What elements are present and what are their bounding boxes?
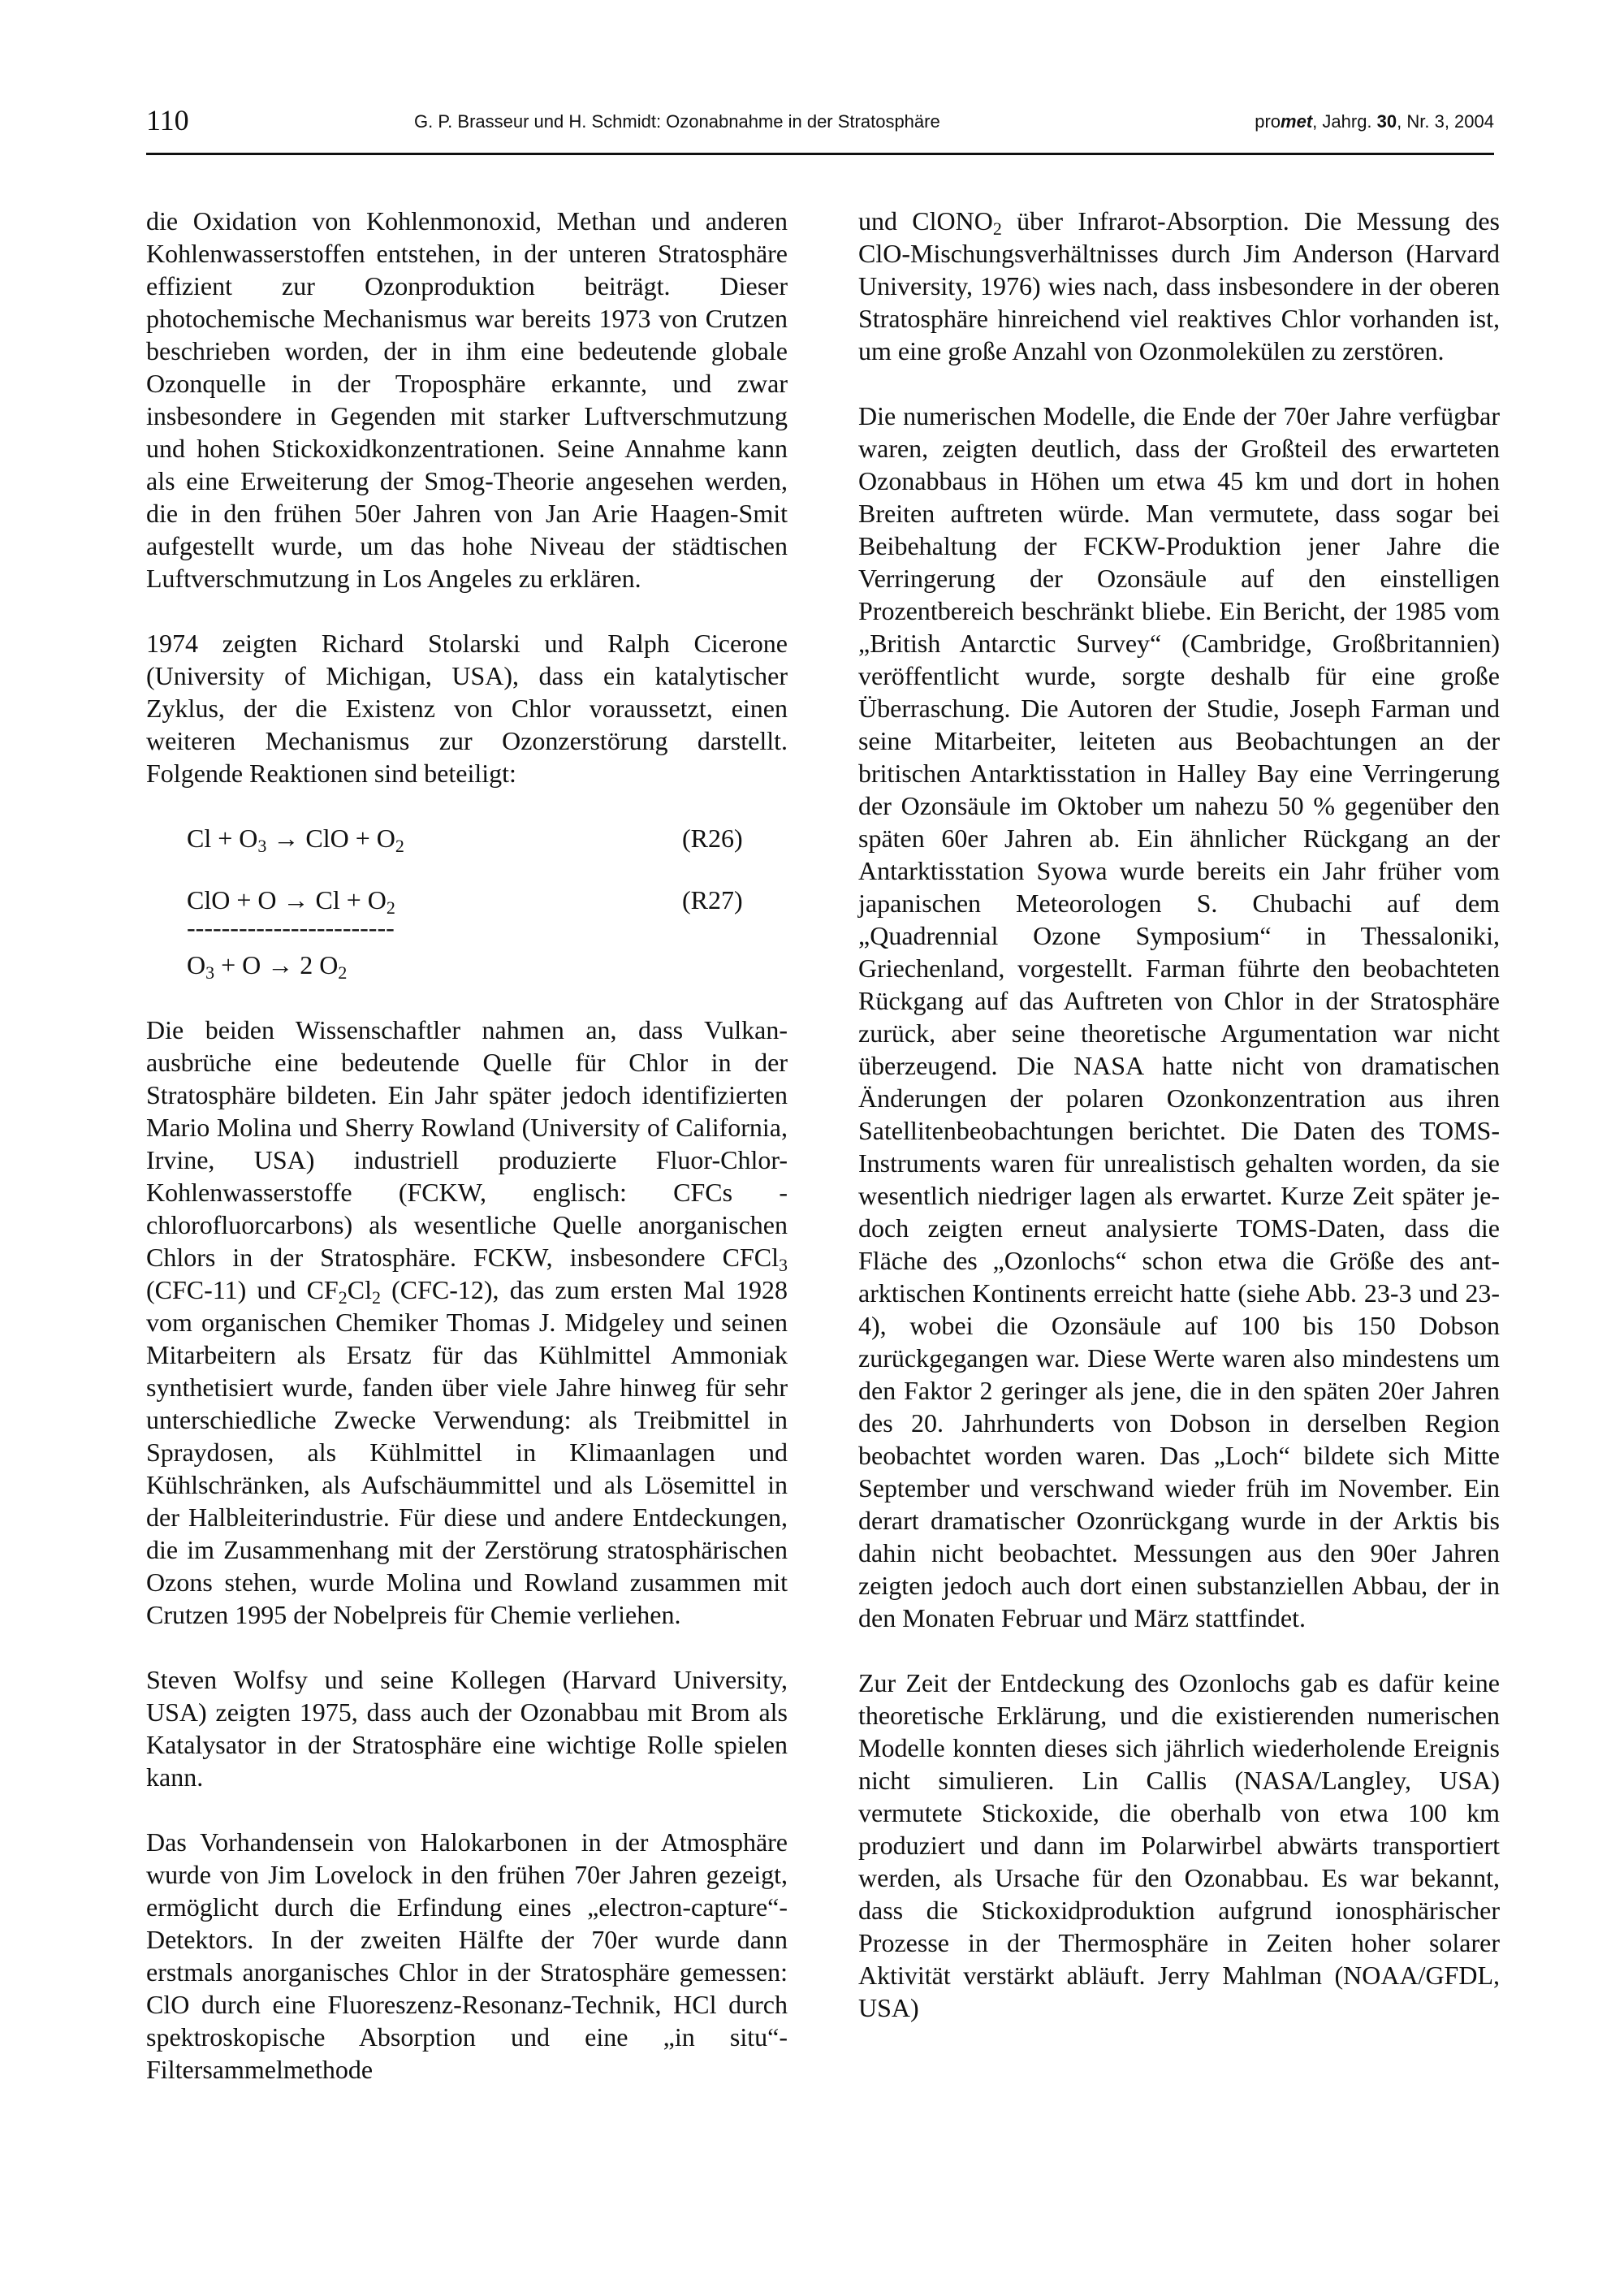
left-column	[146, 205, 788, 2086]
reaction-label-r26: (R26)	[682, 824, 743, 853]
journal-info	[1255, 110, 1494, 133]
journal-volume: 30	[1376, 111, 1397, 132]
left-paragraph-4: Steven Wolfsy und seine Kollegen (Harvard University, USA) zeigten 1975, dass auch der Ozonabbau mit Brom als Katalysator in der Stratosphäre eine wichtige Rolle spielen kann.	[146, 1665, 788, 1792]
running-title: G. P. Brasseur und H. Schmidt: Ozonabnahme in der Stratosphäre	[414, 111, 940, 132]
right-paragraph-1: und ClONO$_2$ über Infrarot-Absorption. Die Messung des ClO-Mischungsverhältnisses durch Jim Anderson (Harvard University, 1976) wies nach, dass insbesondere in der oberen Stratosphäre hinreichend viel reaktives Chlor vorhanden ist, um eine große Anzahl von Ozonmolekülen zu zerstören.	[858, 206, 1500, 365]
header-rule	[146, 153, 1494, 155]
right-paragraph-3: Zur Zeit der Entdeckung des Ozonlochs gab es dafür keine theoretische Erklärung, und die existierenden numerischen Modelle konnten dieses sich jährlich wiederholende Ereignis nicht simulieren. Lin Callis (NASA/Langley, USA) vermutete Stickoxide, die oberhalb von etwa 100 km produziert und dann im Polarwirbel abwärts transportiert werden, als Ursache für den Ozonabbau. Es war bekannt, dass die Stickoxidproduktion aufgrund ionosphärischer Prozesse in der Thermosphäre in Zeiten hoher solarer Aktivität verstärkt abläuft. Jerry Mahlman (NOAA/GFDL, USA)	[858, 1668, 1500, 2022]
journal-emph: met	[1281, 111, 1313, 132]
right-column	[858, 205, 1500, 2024]
reaction-block	[146, 822, 788, 981]
reaction-r26: $Cl + O_3$ → ClO + $O_2$ (R26)	[187, 824, 743, 856]
reaction-separator: ------------------------	[187, 913, 395, 942]
left-paragraph-1: die Oxidation von Kohlenmonoxid, Methan und anderen Kohlenwasserstoffen entstehen, in der unteren Stratosphäre effizient zur Ozonproduktion beiträgt. Dieser photochemische Mechanismus war bereits 1973 von Crutzen beschrieben worden, der in ihm eine bedeutende globale Ozonquelle in der Troposphäre erkannte, und zwar insbesondere in Gegenden mit starker Luftverschmutzung und hohen Stickoxidkonzentrationen. Seine Annahme kann als eine Erweiterung der Smog-Theorie angesehen werden, die in den frühen 50er Jahren von Jan Arie Haagen-Smit aufgestellt wurde, um das hohe Niveau der städtischen Luftverschmutzung in Los Angeles zu erklären.	[146, 206, 788, 593]
left-paragraph-2: 1974 zeigten Richard Stolarski und Ralph Cicerone (University of Michigan, USA), dass ein katalytischer Zyklus, der die Existenz von Chlor voraussetzt, einen weiteren Mechanismus zur Ozonzerstörung darstellt. Folgende Reaktionen sind beteiligt:	[146, 629, 788, 788]
right-paragraph-2: Die numerischen Modelle, die Ende der 70er Jahre verfügbar waren, zeigten deutlich, dass der Großteil des erwarteten Ozonabbaus in Höhen um etwa 45 km und dort in hohen Breiten auftreten würde. Man vermutete, dass sogar bei Beibehaltung der FCKW-Produktion jener Jahre die Verringerung der Ozonsäule auf den einstelligen Prozentbereich beschränkt bliebe. Ein Bericht, der 1985 vom „British Antarctic Survey“ (Cambridge, Großbritannien) veröffentlicht wurde, sorgte deshalb für eine große Überraschung. Die Autoren der Studie, Joseph Farman und seine Mitarbeiter, leiteten aus Beobachtungen an der britischen Antarktisstation in Halley Bay eine Verringerung der Ozonsäule im Oktober um nahezu 50 % gegenüber den späten 60er Jahren ab. Ein ähnlicher Rückgang an der Antarktisstation Syowa wurde bereits ein Jahr früher vom japanischen Meteorologen S. Chubachi auf dem „Quadrennial Ozone Symposium“ in Thessaloniki, Griechenland, vorgestellt. Farman führte den beobachteten Rückgang auf das Auftreten von Chlor in der Stratosphäre zurück, aber seine theoretische Argumentation war nicht überzeugend. Die NASA hatte nicht von dramatischen Änderungen der polaren Ozonkonzentration aus ihren Satellitenbeobachtungen berichtet. Die Daten des TOMS-Instruments waren für unrealistisch gehalten worden, da sie wesentlich niedriger lagen als erwartet. Kurze Zeit später jedoch zeigten erneut analysierte TOMS-Daten, dass die Fläche des „Ozonlochs“ schon etwa die Größe des antarktischen Kontinents erreicht hatte (siehe Abb. 23-3 und 23-4), wobei die Ozonsäule auf 100 bis 150 Dobson zurückgegangen war. Diese Werte waren also mindestens um den Faktor 2 geringer als jene, die in den späten 20er Jahren des 20. Jahrhunderts von Dobson in derselben Region beobachtet worden waren. Das „Loch“ bildete sich Mitte September und verschwand wieder früh im November. Ein derart dramatischer Ozonrückgang wurde in der Arktis bis dahin nicht beobachtet. Messungen aus den 90er Jahren zeigten jedoch auch dort einen substanziellen Abbau, der in den Monaten Februar und März stattfindet.	[858, 401, 1500, 1632]
arrow-icon: →	[273, 824, 300, 853]
reaction-label-r27: (R27)	[682, 885, 743, 915]
reaction-r27: ClO + $O \to Cl + O_2$ (R27)	[187, 885, 743, 918]
left-paragraph-5: Das Vorhandensein von Halokarbonen in der Atmosphäre wurde von Jim Lovelock in den frühen 70er Jahren gezeigt, ermöglicht durch die Erfindung eines „electron-capture“-Detektors. In der zweiten Hälfte der 70er wurde dann erstmals anorganisches Chlor in der Stratosphäre gemessen: ClO durch eine Fluoreszenz-Resonanz-Technik, HCl durch spektroskopische Absorption und eine „in situ“-Filtersammelmethode	[146, 1827, 788, 2084]
left-paragraph-3: Die beiden Wissenschaftler nahmen an, dass Vulkanausbrüche eine bedeutende Quelle für Chlor in der Stratosphäre bildeten. Ein Jahr später jedoch identifizierten Mario Molina und Sherry Rowland (University of California, Irvine, USA) industriell produzierte Fluor-Chlor-Kohlenwasserstoffe (FCKW, englisch: CFCs - chlorofluorcarbons) als wesentliche Quelle anorganischen Chlors in der Stratosphäre. FCKW, insbesondere CFCl$_3$ (CFC-11) und $CF_2Cl_2$ (CFC-12), das zum ersten Mal 1928 vom organischen Chemiker Thomas J. Midgeley und seinen Mitarbeitern als Ersatz für das Kühlmittel Ammoniak synthetisiert wurde, fanden über viele Jahre hinweg für sehr unterschiedliche Zwecke Verwendung: als Treibmittel in Spraydosen, als Kühlmittel in Klimaanlagen und Kühlschränken, als Aufschäummittel und als Lösemittel in der Halbleiterindustrie. Für diese und andere Entdeckungen, die im Zusammenhang mit der Zerstörung stratosphärischen Ozons stehen, wurde Molina und Rowland zusammen mit Crutzen 1995 der Nobelpreis für Chemie verliehen.	[146, 1015, 788, 1629]
page-number: 110	[146, 104, 189, 136]
reaction-net: $O_3 + O \to 2$ $O_2$	[187, 950, 348, 983]
arrow-icon: →	[267, 950, 294, 979]
journal-mid: , Jahrg.	[1312, 111, 1377, 132]
journal-suffix: , Nr. 3, 2004	[1397, 111, 1494, 132]
journal-prefix: pro	[1255, 111, 1281, 132]
page-header	[146, 104, 1494, 145]
arrow-icon: →	[283, 885, 309, 915]
